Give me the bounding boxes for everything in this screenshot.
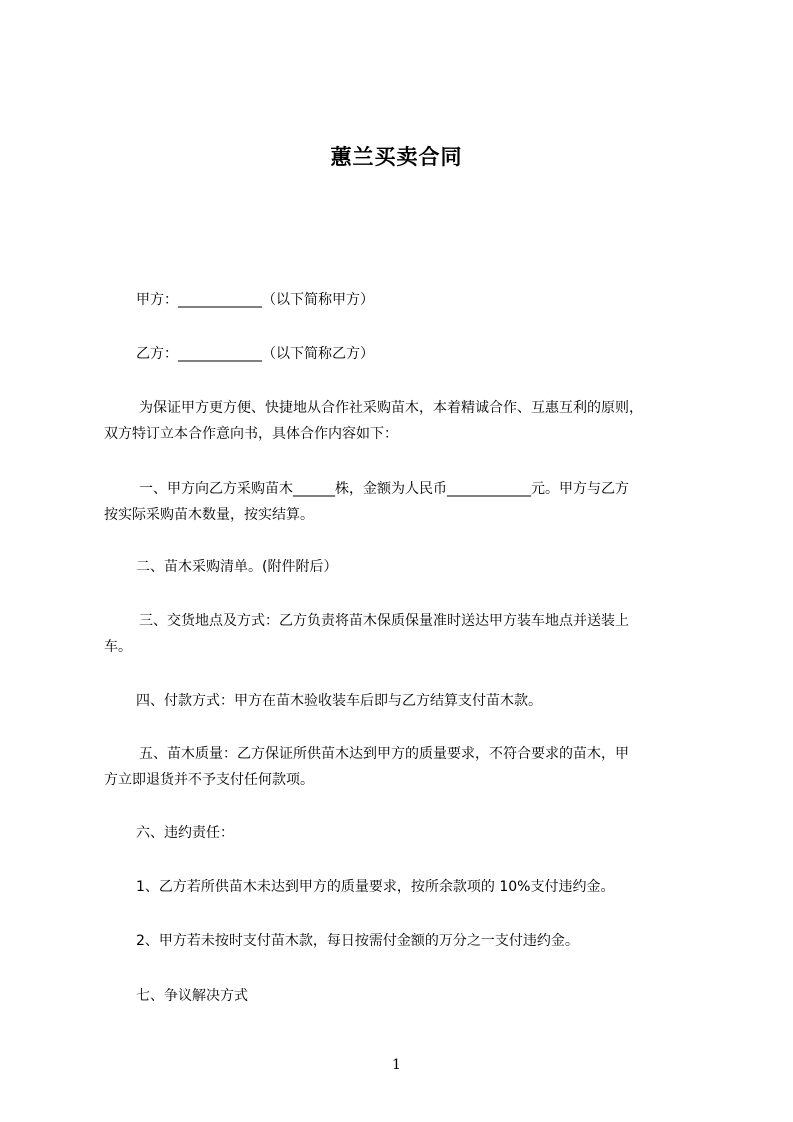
clause-3 xyxy=(104,608,704,660)
clause-1-line-1: 一、甲方向乙方采购苗木______株，金额为人民币____________元。甲方与乙方 xyxy=(139,481,629,497)
clause-3-line-1: 三、交货地点及方式：乙方负责将苗木保质保量准时送达甲方装车地点并送装上 xyxy=(139,613,629,629)
clause-3-line-2: 车。 xyxy=(104,639,132,655)
party-a-line xyxy=(104,287,704,313)
clause-6-item-2 xyxy=(104,928,704,954)
party-b-line xyxy=(104,341,704,367)
intro-paragraph xyxy=(104,395,704,447)
clause-2-text: 二、苗木采购清单。(附件附后） xyxy=(136,559,338,575)
intro-line-1: 为保证甲方更方便、快捷地从合作社采购苗木，本着精诚合作、互惠互利的原则， xyxy=(139,400,643,416)
clause-6-item-1-text: 1、乙方若所供苗木未达到甲方的质量要求，按所余款项的 10%支付违约金。 xyxy=(136,879,615,895)
clause-6-item-2-text: 2、甲方若未按时支付苗木款，每日按需付金额的万分之一支付违约金。 xyxy=(136,933,579,949)
clause-5-line-2: 方立即退货并不予支付任何款项。 xyxy=(104,772,314,788)
clause-5-line-1: 五、苗木质量：乙方保证所供苗木达到甲方的质量要求，不符合要求的苗木，甲 xyxy=(139,746,629,762)
clause-5 xyxy=(104,741,704,793)
clause-4 xyxy=(104,688,704,714)
page-number: 1 xyxy=(392,1057,401,1073)
clause-6-heading-text: 六、违约责任： xyxy=(136,825,234,841)
clause-6-heading xyxy=(104,820,704,846)
intro-line-2: 双方特订立本合作意向书，具体合作内容如下： xyxy=(104,426,398,442)
clause-6-item-1 xyxy=(104,874,704,900)
document-title: 蕙兰买卖合同 xyxy=(330,145,463,169)
clause-1 xyxy=(104,476,704,528)
party-b-text: 乙方：____________（以下简称乙方） xyxy=(136,346,374,362)
party-a-text: 甲方：____________（以下简称甲方） xyxy=(136,292,374,308)
clause-4-text: 四、付款方式：甲方在苗木验收装车后即与乙方结算支付苗木款。 xyxy=(136,693,542,709)
clause-7-text: 七、争议解决方式 xyxy=(136,988,248,1004)
clause-1-line-2: 按实际采购苗木数量，按实结算。 xyxy=(104,507,314,523)
clause-7 xyxy=(104,983,704,1009)
clause-2 xyxy=(104,554,704,580)
